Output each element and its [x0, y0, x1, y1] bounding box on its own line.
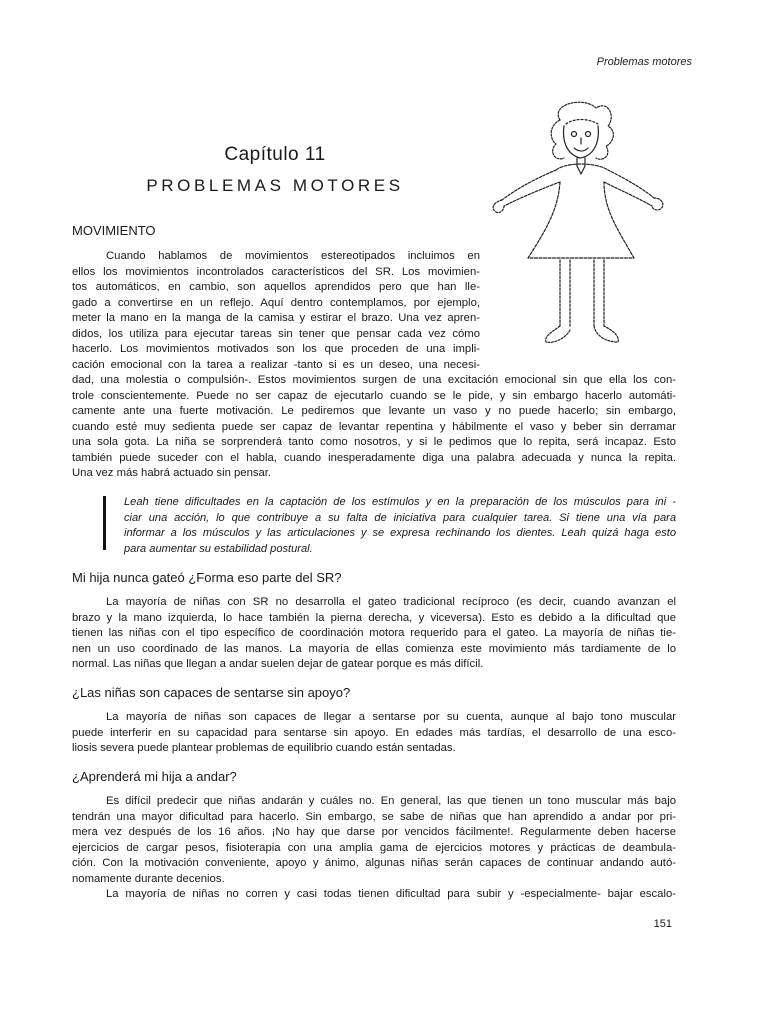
text-line: nen un uso coordinado de las manos. La mayoría de ellas comienza este movimiento más tardiamente de lo: [72, 642, 676, 655]
text-line: meter la mano en la manga de la camisa y estirar el brazo. Una vez apren-: [72, 312, 480, 324]
text-line: cuando esté muy sedienta puede ser capaz de levantar repentina y hábilmente el vaso y beber sin derramar: [72, 420, 676, 433]
text-line: La mayoría de niñas no corren y casi todas tienen dificultad para subir y -especialmente- bajar escalo-: [106, 888, 676, 900]
text-line: ejercicios de cargar pesos, fisioterapia con una amplia gama de ejercicios motores y prácticas de deambula-: [72, 841, 676, 854]
answer-paragraph: [72, 794, 676, 903]
text-line: dad, una molestia o compulsión-. Estos movimientos surgen de una excitación emocional sin que ella los con-: [72, 374, 676, 386]
text-line: liosis severa puede plantear problemas de equilibrio cuando están sentadas.: [72, 742, 456, 754]
question-heading: Mi hija nunca gateó ¿Forma eso parte del SR?: [72, 570, 342, 585]
text-line: puede interferir en su capacidad para sentarse sin apoyo. En edades más tardías, el desarrollo de una esco-: [72, 726, 676, 739]
text-line: tos automáticos, en cambio, son aquellos aprendidos pero que han lle-: [72, 281, 480, 293]
text-line: Una vez más habrá actuado sin pensar.: [72, 467, 272, 479]
answer-paragraph: [72, 710, 676, 757]
text-line: normal. Las niñas que llegan a andar suelen dejar de gatear porque es más difícil.: [72, 658, 484, 670]
question-heading: ¿Las niñas son capaces de sentarse sin apoyo?: [72, 685, 351, 700]
text-line: ción. Con la motivación conveniente, apoyo y ánimo, algunas niñas serán capaces de continuar andando autó-: [72, 857, 676, 869]
text-line: mera vez después de los 16 años. ¡No hay que darse por vencidos fácilmente!. Regularmente deben hacerse: [72, 826, 676, 838]
text-line: informar a los músculos y las articulaciones y se expresa rechinando los dientes. Leah quizá haga esto: [124, 527, 676, 540]
text-line: también puede suceder con el habla, cuando inesperadamente diga una palabra adecuada y nunca la repita.: [72, 451, 676, 464]
text-line: camente ante una fuerte motivación. Le pediremos que levante un vaso y no puede hacerlo; sin embargo,: [72, 405, 676, 417]
text-line: hacerlo. Los movimientos motivados son los que proceden de una impli-: [72, 343, 480, 355]
text-line: La mayoría de niñas son capaces de llegar a sentarse por su cuenta, aunque al bajo tono muscular: [106, 711, 676, 723]
movimiento-paragraph-top: [72, 249, 480, 373]
text-line: Es difícil predecir que niñas andarán y cuáles no. En general, las que tienen un tono muscular más bajo: [106, 795, 676, 807]
text-line: didos, los utiliza para ejecutar tareas sin tener que pensar cada vez cómo: [72, 327, 480, 340]
girl-drawing-icon: [484, 100, 674, 360]
running-head: Problemas motores: [596, 56, 692, 68]
text-line: ellos los movimientos incontrolados característicos del SR. Los movimien-: [72, 265, 480, 278]
text-line: tendrán una mayor dificultad para hacerlo. Sin embargo, se sabe de niñas que han aprendido a andar por pri-: [72, 810, 676, 823]
text-line: Cuando hablamos de movimientos estereotipados incluimos en: [106, 250, 480, 262]
question-heading: ¿Aprenderá mi hija a andar?: [72, 769, 237, 784]
text-line: nomamente durante decenios.: [72, 872, 225, 885]
quote-rule: [103, 496, 106, 550]
text-line: gado a convertirse en un reflejo. Aquí dentro contemplamos, por ejemplo,: [72, 296, 480, 309]
text-line: trole conscientemente. Puede no ser capaz de ejecutarlo cuando se le pide, y sin embargo hacerlo automáti-: [72, 389, 676, 402]
text-line: cación emocional con la tarea a realizar -tanto si es un deseo, una necesi-: [72, 358, 480, 371]
chapter-number: Capítulo 11: [224, 144, 326, 165]
answer-paragraph: [72, 595, 676, 673]
text-line: La mayoría de niñas con SR no desarrolla el gateo tradicional recíproco (es decir, cuando avanzan el: [106, 596, 676, 608]
text-line: una sola gota. La niña se sorprenderá tanto como nosotros, y si le pedimos que lo repita, será incapaz. Esto: [72, 436, 676, 448]
text-line: para aumentar su estabilidad postural.: [124, 543, 313, 556]
text-line: Leah tiene dificultades en la captación de los estímulos y en la preparación de los músculos para ini -: [124, 496, 676, 508]
text-line: tienen las niñas con el tipo específico de coordinación motora requerido para el gateo. La mayoría de niñas tie-: [72, 627, 676, 639]
case-quote: [124, 495, 676, 558]
movimiento-paragraph-bottom: [72, 373, 676, 482]
page-number: 151: [653, 918, 672, 930]
section-heading: MOVIMIENTO: [72, 223, 156, 238]
text-line: brazo y la mano izquierda, lo hace también la pierna derecha, y viceversa). Esto es debido a la dificultad que: [72, 611, 676, 624]
chapter-title: PROBLEMAS MOTORES: [146, 176, 404, 195]
text-line: ciar una acción, lo que contribuye a su falta de iniciativa para cualquier tarea. Si tiene una vía para: [124, 511, 676, 524]
